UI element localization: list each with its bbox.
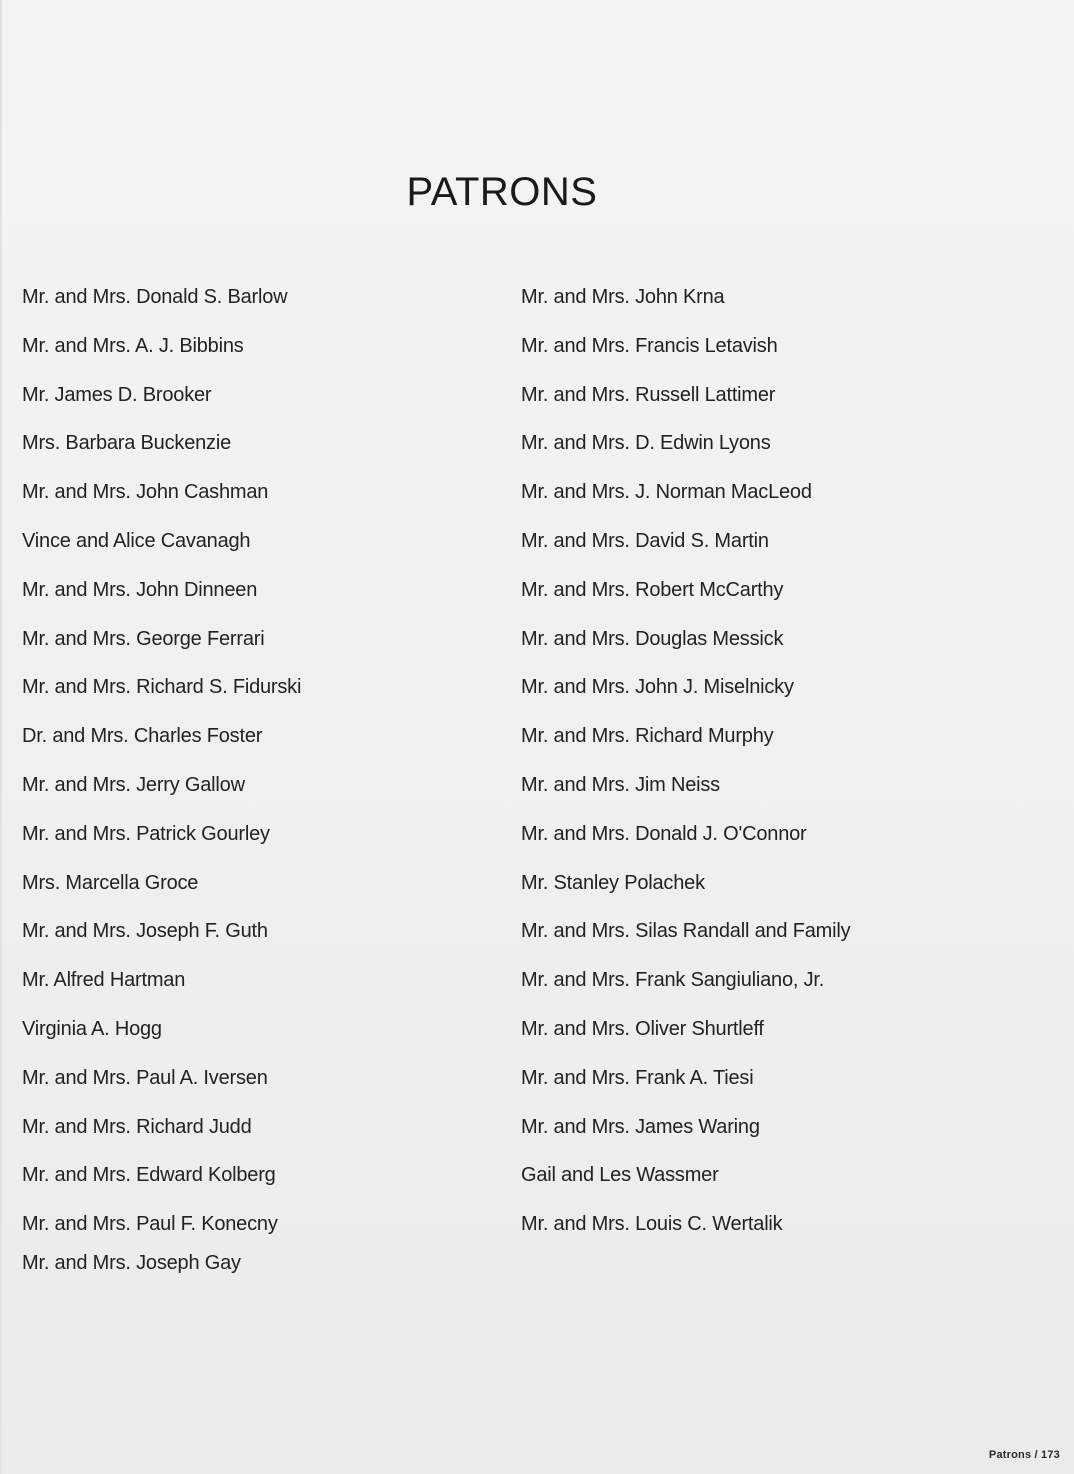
patron-name: Mr. and Mrs. James Waring: [521, 1115, 760, 1138]
patron-name: Mr. and Mrs. Paul F. Konecny: [22, 1213, 278, 1236]
patron-name: Virginia A. Hogg: [22, 1017, 162, 1040]
patron-name-addendum: Mr. and Mrs. Joseph Gay: [22, 1252, 241, 1274]
patron-name: Mrs. Barbara Buckenzie: [22, 432, 232, 455]
patron-name: Mr. and Mrs. Frank Sangiuliano, Jr.: [521, 969, 825, 992]
patron-name: Mr. James D. Brooker: [22, 383, 212, 406]
patron-name: Vince and Alice Cavanagh: [22, 529, 251, 552]
patron-name: Mr. and Mrs. J. Norman MacLeod: [521, 481, 812, 504]
patron-name: Mr. and Mrs. Joseph F. Guth: [22, 920, 268, 943]
patron-name: Mr. and Mrs. Douglas Messick: [521, 627, 784, 650]
patron-name: Mr. and Mrs. A. J. Bibbins: [22, 334, 244, 357]
page-folio: Patrons / 173: [988, 1449, 1060, 1461]
patron-name: Mr. and Mrs. Frank A. Tiesi: [521, 1066, 754, 1089]
patron-name: Mr. and Mrs. Louis C. Wertalik: [521, 1213, 783, 1236]
patron-name: Mr. and Mrs. John Cashman: [22, 481, 269, 504]
patron-name: Mr. Alfred Hartman: [22, 969, 186, 992]
patron-name: Mr. Stanley Polachek: [521, 871, 705, 894]
patron-name: Dr. and Mrs. Charles Foster: [22, 725, 263, 748]
patron-name: Mr. and Mrs. Robert McCarthy: [521, 578, 784, 601]
patron-name: Mr. and Mrs. Edward Kolberg: [22, 1164, 276, 1187]
patron-name: Mr. and Mrs. Donald S. Barlow: [22, 286, 288, 308]
patron-name: Mr. and Mrs. Jerry Gallow: [22, 773, 245, 796]
patron-name: Mr. and Mrs. Richard Murphy: [521, 725, 774, 748]
patron-name: Mr. and Mrs. Oliver Shurtleff: [521, 1017, 764, 1040]
patron-name: Mr. and Mrs. Paul A. Iversen: [22, 1066, 268, 1089]
patron-name: Mr. and Mrs. Jim Neiss: [521, 773, 720, 796]
patron-name: Mr. and Mrs. D. Edwin Lyons: [521, 432, 771, 455]
page-title: PATRONS: [406, 170, 598, 214]
patron-list-right: [521, 280, 1061, 1256]
patron-name: Mr. and Mrs. John J. Miselnicky: [521, 676, 794, 699]
patron-name: Mrs. Marcella Groce: [22, 871, 199, 894]
patron-name: Mr. and Mrs. Russell Lattimer: [521, 383, 776, 406]
patron-name: Mr. and Mrs. Richard Judd: [22, 1115, 252, 1138]
patron-name: Mr. and Mrs. Donald J. O'Connor: [521, 822, 807, 845]
patron-name: Mr. and Mrs. George Ferrari: [22, 627, 265, 650]
patron-name: Mr. and Mrs. David S. Martin: [521, 529, 769, 552]
patron-name: Mr. and Mrs. Silas Randall and Family: [521, 920, 851, 943]
patron-list-left: [22, 280, 492, 1256]
patron-name: Mr. and Mrs. John Krna: [521, 286, 725, 308]
patron-name: Mr. and Mrs. John Dinneen: [22, 578, 258, 601]
patron-name: Gail and Les Wassmer: [521, 1164, 719, 1187]
patron-name: Mr. and Mrs. Richard S. Fidurski: [22, 676, 302, 699]
patron-name: Mr. and Mrs. Patrick Gourley: [22, 822, 270, 845]
patron-name: Mr. and Mrs. Francis Letavish: [521, 334, 778, 357]
